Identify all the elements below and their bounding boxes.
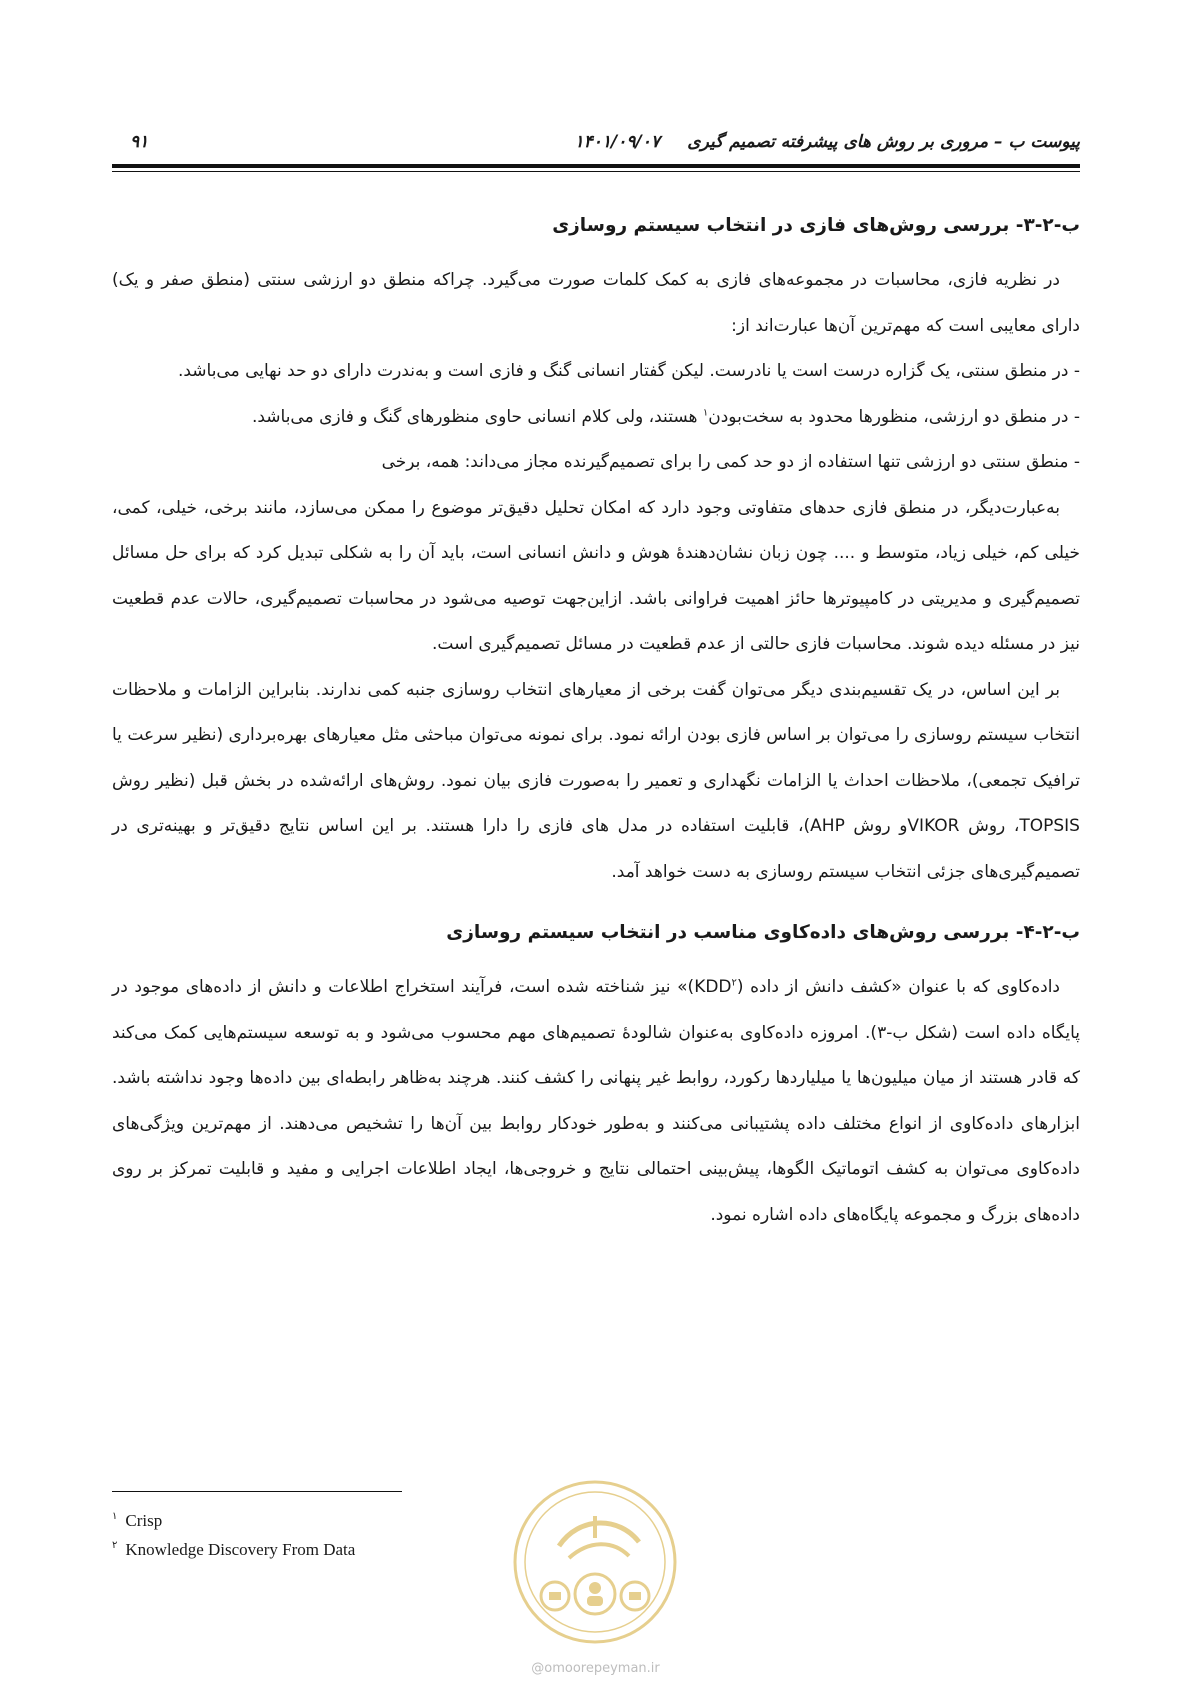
text-run: هستند، ولی کلام انسانی حاوی منظورهای گنگ و فازی می‌باشد. [251,406,703,427]
bullet-item: - در منطق سنتی، یک گزاره درست است یا نادرست. لیکن گفتار انسانی گنگ و فازی است و به‌ندرت دارای دو حد نهایی می‌باشد. [177,361,1080,381]
header-title: پیوست ب – مروری بر روش های پیشرفته تصمیم گیری [687,132,1080,152]
footnote-text: Crisp [125,1511,163,1530]
footnote [112,1535,355,1564]
paragraph: در نظریه فازی، محاسبات در مجموعه‌های فازی به کمک کلمات صورت می‌گیرد. چراکه منطق دو ارزشی سنتی (منطق صفر و یک) دارای معایبی است که مهم‌ترین آن‌ها عبارت‌اند از: [112,270,1080,336]
footnote-ref: ۲ [731,977,737,989]
text-run: - در منطق دو ارزشی، منظورها محدود به سخت‌بودن [708,406,1080,427]
bullet-item [112,395,1080,441]
footnotes [112,1506,355,1564]
page-header [112,128,1080,162]
footnote-text: Knowledge Discovery From Data [125,1540,356,1559]
publisher-seal-icon [509,1476,681,1648]
paragraph: بر این اساس، در یک تقسیم‌بندی دیگر می‌توان گفت برخی از معیارهای انتخاب روسازی جنبه کمی ندارند. بنابراین الزامات و ملاحظات انتخاب سیستم روسازی را می‌توان بر اساس فازی بودن ارائه نمود. برای نمونه می‌توان مباحثی مثل معیارهای بهره‌برداری (نظیر سرعت یا ترافیک تجمعی)، ملاحظات احداث یا الزامات نگهداری و تعمیر را به‌صورت فازی بیان نمود. روش‌های ارائه‌شده در بخش قبل (نظیر روش TOPSIS، روش VIKORو روش AHP)، قابلیت استفاده در مدل های فازی را دارا هستند. بر این اساس نتایج دقیق‌تر و بهینه‌تری در تصمیم‌گیری‌های جزئی انتخاب سیستم روسازی به دست خواهد آمد. [112,679,1080,882]
footnote-separator [112,1491,402,1492]
page-number: ۹۱ [130,132,149,152]
bullet-item: - منطق سنتی دو ارزشی تنها استفاده از دو حد کمی را برای تصمیم‌گیرنده مجاز می‌داند: همه، برخی [381,452,1080,472]
paragraph: به‌عبارت‌دیگر، در منطق فازی حدهای متفاوتی وجود دارد که امکان تحلیل دقیق‌تر موضوع را ممکن می‌سازد، مانند برخی، خیلی، کمی، خیلی کم، خیلی زیاد، متوسط و .... چون زبان نشان‌دهندهٔ هوش و دانش انسانی است، باید آن را به شکلی تبدیل کرد که برای حل مسائل تصمیم‌گیری و مدیریتی در کامپیوترها حائز اهمیت فراوانی باشد. ازاین‌جهت توصیه می‌شود در محاسبات تصمیم‌گیری، حالات عدم قطعیت نیز در مسئله دیده شوند. محاسبات فازی حالتی از عدم قطعیت در مسائل تصمیم‌گیری است. [112,497,1080,654]
header-rule-thin [112,171,1080,172]
footnote-number: ۲ [112,1540,118,1552]
footnote-number: ۱ [112,1511,118,1523]
section-heading-data-mining: ب-۲-۴- بررسی روش‌های داده‌کاوی مناسب در انتخاب سیستم روسازی [446,922,1080,943]
header-rule-thick [112,164,1080,168]
text-run: داده‌کاوی که با عنوان «کشف دانش از داده (KDD [694,977,1060,997]
watermark: @omoorepeyman.ir [531,1661,660,1676]
header-date: ۱۴۰۱/۰۹/۰۷ [574,132,660,152]
footnote-ref: ۱ [702,406,709,418]
paragraph [112,965,1080,1238]
text-run: )» نیز شناخته شده است، فرآیند استخراج اطلاعات و دانش از داده‌های موجود در پایگاه داده است (شکل ب-۳). امروزه داده‌کاوی به‌عنوان شالودهٔ تصمیم‌های مهم محسوب می‌شود و به توسعه سیستم‌هایی کمک می‌کند که قادر هستند از میان میلیون‌ها یا میلیاردها رکورد، روابط غیر پنهانی را کشف کنند. هرچند به‌ظاهر رابطه‌ای بین داده‌ها وجود نداشته باشد. ابزارهای داده‌کاوی از انواع مختلف داده پشتیبانی می‌کنند و به‌طور خودکار روابط بین آن‌ها را تشخیص می‌دهند. از مهم‌ترین ویژگی‌های داده‌کاوی می‌توان به کشف اتوماتیک الگوها، پیش‌بینی احتمالی نتایج و خروجی‌ها، ایجاد اطلاعات اجرایی و مفید و قابلیت تمرکز بر روی داده‌های بزرگ و مجموعه پایگاه‌های داده اشاره نمود. [112,977,1080,1225]
page-body [112,212,1080,1238]
footnote [112,1506,355,1535]
section-heading-fuzzy: ب-۲-۳- بررسی روش‌های فازی در انتخاب سیستم روسازی [552,215,1080,236]
